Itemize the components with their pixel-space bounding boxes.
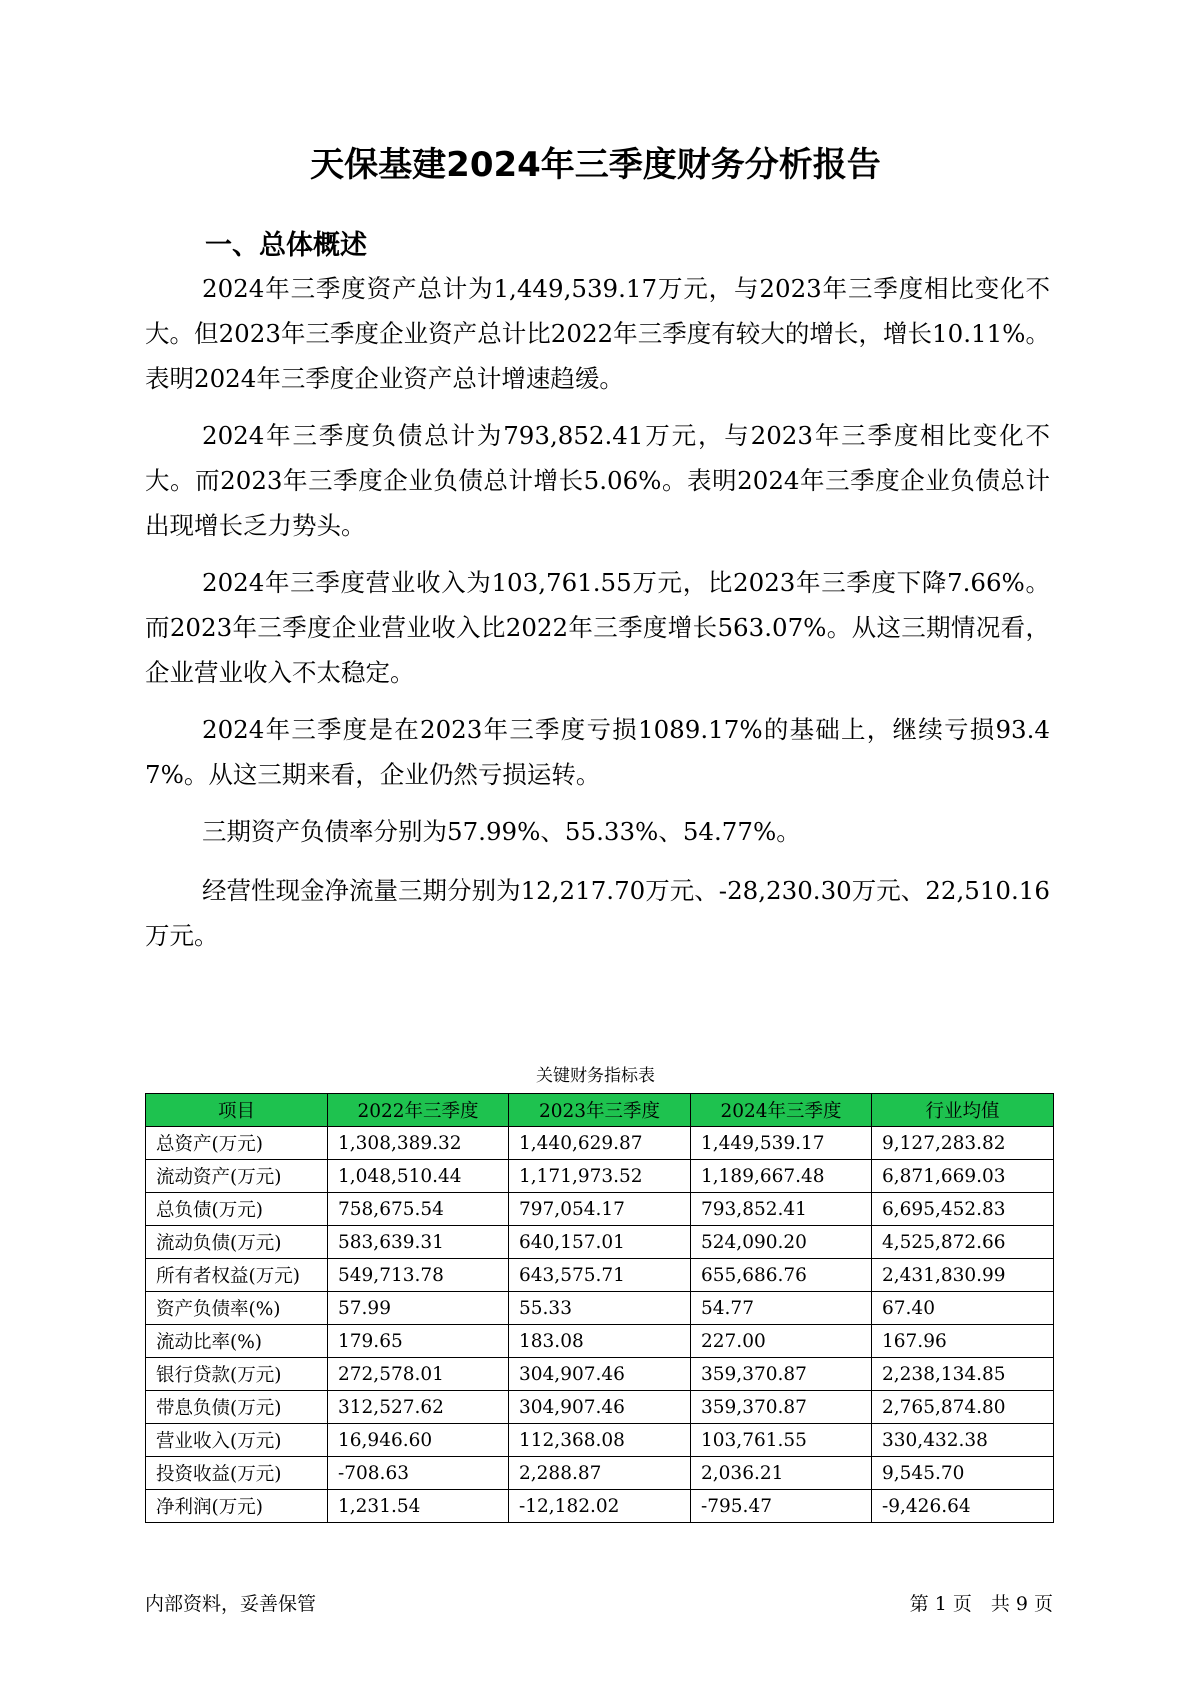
row-label: 投资收益(万元) [146,1457,328,1490]
table-row [146,1391,1054,1424]
cell-value: -12,182.02 [509,1490,691,1523]
cell-value: 55.33 [509,1292,691,1325]
cell-value: 112,368.08 [509,1424,691,1457]
cell-value: 643,575.71 [509,1259,691,1292]
header-industry-average: 行业均值 [872,1094,1054,1127]
table-row [146,1226,1054,1259]
paragraph-assets: 2024年三季度资产总计为1,449,539.17万元，与2023年三季度相比变化不大。但2023年三季度企业资产总计比2022年三季度有较大的增长，增长10.11%。表明2024年三季度企业资产总计增速趋缓。 [145,274,1050,393]
cell-value: 1,231.54 [328,1490,509,1523]
cell-value: 359,370.87 [691,1391,872,1424]
table-row [146,1424,1054,1457]
paragraph-profit: 2024年三季度是在2023年三季度亏损1089.17%的基础上，继续亏损93.47%。从这三期来看，企业仍然亏损运转。 [145,715,1050,789]
cell-value: 312,527.62 [328,1391,509,1424]
cell-value: 227.00 [691,1325,872,1358]
cell-value: 583,639.31 [328,1226,509,1259]
paragraph-revenue: 2024年三季度营业收入为103,761.55万元，比2023年三季度下降7.66%。而2023年三季度企业营业收入比2022年三季度增长563.07%。从这三期情况看，企业营业收入不太稳定。 [145,568,1050,687]
paragraph-debt-ratio: 三期资产负债率分别为57.99%、55.33%、54.77%。 [202,817,801,846]
table-row [146,1160,1054,1193]
key-financial-indicators-table [145,1093,1054,1523]
cell-value: 1,449,539.17 [691,1127,872,1160]
cell-value: 359,370.87 [691,1358,872,1391]
cell-value: 103,761.55 [691,1424,872,1457]
row-label: 营业收入(万元) [146,1424,328,1457]
cell-value: 6,871,669.03 [872,1160,1054,1193]
cell-value: 2,431,830.99 [872,1259,1054,1292]
cell-value: 1,048,510.44 [328,1160,509,1193]
cell-value: 6,695,452.83 [872,1193,1054,1226]
cell-value: 2,036.21 [691,1457,872,1490]
table-header-row [146,1094,1054,1127]
cell-value: 4,525,872.66 [872,1226,1054,1259]
table-row [146,1292,1054,1325]
row-label: 流动资产(万元) [146,1160,328,1193]
cell-value: -9,426.64 [872,1490,1054,1523]
table-row [146,1490,1054,1523]
cell-value: 2,765,874.80 [872,1391,1054,1424]
table-row [146,1325,1054,1358]
cell-value: 272,578.01 [328,1358,509,1391]
cell-value: 9,545.70 [872,1457,1054,1490]
row-label: 所有者权益(万元) [146,1259,328,1292]
cell-value: 67.40 [872,1292,1054,1325]
cell-value: 2,288.87 [509,1457,691,1490]
row-label: 总资产(万元) [146,1127,328,1160]
cell-value: 758,675.54 [328,1193,509,1226]
row-label: 净利润(万元) [146,1490,328,1523]
row-label: 总负债(万元) [146,1193,328,1226]
cell-value: 797,054.17 [509,1193,691,1226]
cell-value: 640,157.01 [509,1226,691,1259]
paragraph-cash-flow: 经营性现金净流量三期分别为12,217.70万元、-28,230.30万元、22,510.16万元。 [145,876,1050,950]
row-label: 流动比率(%) [146,1325,328,1358]
header-item: 项目 [146,1094,328,1127]
cell-value: 655,686.76 [691,1259,872,1292]
paragraph-liabilities: 2024年三季度负债总计为793,852.41万元，与2023年三季度相比变化不大。而2023年三季度企业负债总计增长5.06%。表明2024年三季度企业负债总计出现增长乏力势头。 [145,421,1050,540]
cell-value: 304,907.46 [509,1358,691,1391]
table-row [146,1457,1054,1490]
table-caption: 关键财务指标表 [536,1066,655,1086]
report-title: 天保基建2024年三季度财务分析报告 [310,145,881,185]
header-2024-q3: 2024年三季度 [691,1094,872,1127]
table-row [146,1193,1054,1226]
row-label: 银行贷款(万元) [146,1358,328,1391]
cell-value: 793,852.41 [691,1193,872,1226]
cell-value: -795.47 [691,1490,872,1523]
table-row [146,1358,1054,1391]
header-2022-q3: 2022年三季度 [328,1094,509,1127]
cell-value: 54.77 [691,1292,872,1325]
row-label: 资产负债率(%) [146,1292,328,1325]
cell-value: 179.65 [328,1325,509,1358]
cell-value: 1,440,629.87 [509,1127,691,1160]
row-label: 带息负债(万元) [146,1391,328,1424]
header-2023-q3: 2023年三季度 [509,1094,691,1127]
cell-value: 1,308,389.32 [328,1127,509,1160]
cell-value: 16,946.60 [328,1424,509,1457]
cell-value: 9,127,283.82 [872,1127,1054,1160]
footer-confidential-note: 内部资料，妥善保管 [145,1593,317,1615]
table-row [146,1259,1054,1292]
cell-value: 2,238,134.85 [872,1358,1054,1391]
section-heading: 一、总体概述 [205,230,367,261]
cell-value: 183.08 [509,1325,691,1358]
cell-value: 1,189,667.48 [691,1160,872,1193]
cell-value: 304,907.46 [509,1391,691,1424]
cell-value: 330,432.38 [872,1424,1054,1457]
cell-value: -708.63 [328,1457,509,1490]
footer-page-number: 第 1 页 共 9 页 [909,1593,1053,1615]
cell-value: 524,090.20 [691,1226,872,1259]
row-label: 流动负债(万元) [146,1226,328,1259]
cell-value: 57.99 [328,1292,509,1325]
table-row [146,1127,1054,1160]
cell-value: 1,171,973.52 [509,1160,691,1193]
cell-value: 167.96 [872,1325,1054,1358]
cell-value: 549,713.78 [328,1259,509,1292]
